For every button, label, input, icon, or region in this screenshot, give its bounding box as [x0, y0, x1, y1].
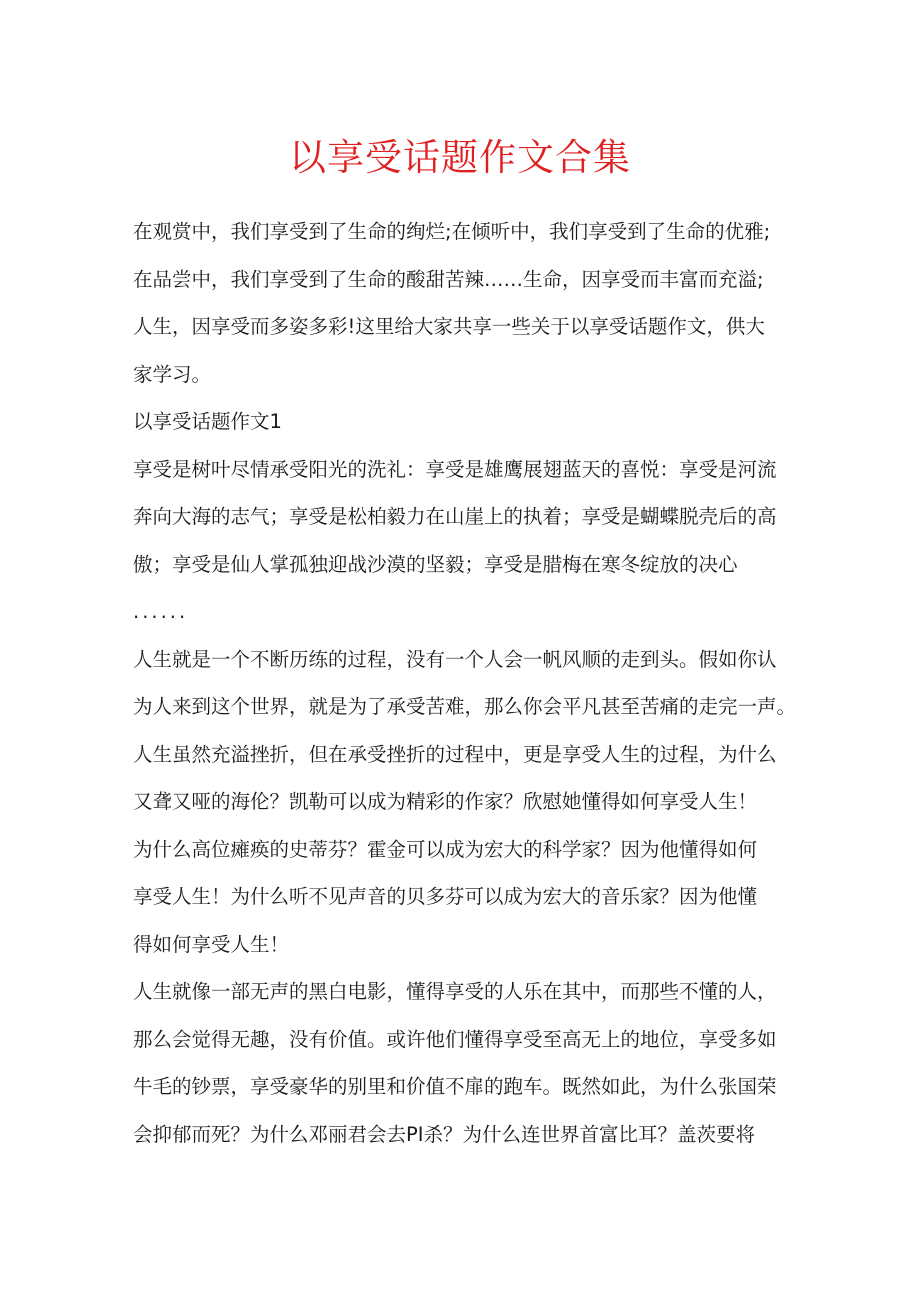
body-line: 人生就像一部无声的黑白电影，懂得享受的人乐在其中，而那些不懂的人， [133, 980, 777, 1003]
body-line: 得如何享受人生！ [133, 932, 290, 956]
body-line: 傲；享受是仙人掌孤独迎战沙漠的坚毅；享受是腊梅在寒冬绽放的决心 [133, 552, 738, 576]
body-line: 又聋又哑的海伦？凯勒可以成为精彩的作家？欣慰她懂得如何享受人生！ [133, 790, 758, 813]
body-line: 人生，因享受而多姿多彩!这里给大家共享一些关于以享受话题作文，供大 [133, 315, 765, 338]
body-line: 人生虽然充溢挫折，但在承受挫折的过程中，更是享受人生的过程，为什么 [133, 742, 777, 766]
document-title: 以享受话题作文合集 [289, 136, 631, 179]
body-line: 牛毛的钞票，享受豪华的别里和价值不扉的跑车。既然如此，为什么张国荣 [133, 1075, 777, 1098]
body-line: 为人来到这个世界，就是为了承受苦难，那么你会平凡甚至苦痛的走完一声。 [133, 695, 797, 718]
body-line: 在品尝中，我们享受到了生命的酸甜苦辣……生命，因享受而丰富而充溢; [133, 267, 764, 291]
body-line: 为什么高位瘫痪的史蒂芬？霍金可以成为宏大的科学家？因为他懂得如何 [133, 837, 758, 861]
body-line: 人生就是一个不断历练的过程，没有一个人会一帆风顺的走到头。假如你认 [133, 647, 777, 671]
body-line: 享受人生！为什么听不见声音的贝多芬可以成为宏大的音乐家？因为他懂 [133, 885, 758, 908]
body-line: 享受是树叶尽情承受阳光的洗礼：享受是雄鹰展翅蓝天的喜悦：享受是河流 [133, 457, 777, 481]
body-line: 那么会觉得无趣，没有价值。或许他们懂得享受至高无上的地位，享受多如 [133, 1027, 777, 1051]
document-body [133, 208, 797, 1158]
body-line: 奔向大海的志气；享受是松柏毅力在山崖上的执着；享受是蝴蝶脱壳后的高 [133, 505, 777, 528]
body-line: 会抑郁而死？为什么邓丽君会去PI杀？为什么连世界首富比耳？盖茨要将 [133, 1122, 756, 1146]
section-heading: 以享受话题作文1 [133, 410, 282, 433]
body-line: 家学习。 [133, 362, 212, 386]
body-line: 在观赏中，我们享受到了生命的绚烂;在倾听中，我们享受到了生命的优雅; [133, 220, 771, 243]
ellipsis-line: ...... [133, 600, 189, 623]
